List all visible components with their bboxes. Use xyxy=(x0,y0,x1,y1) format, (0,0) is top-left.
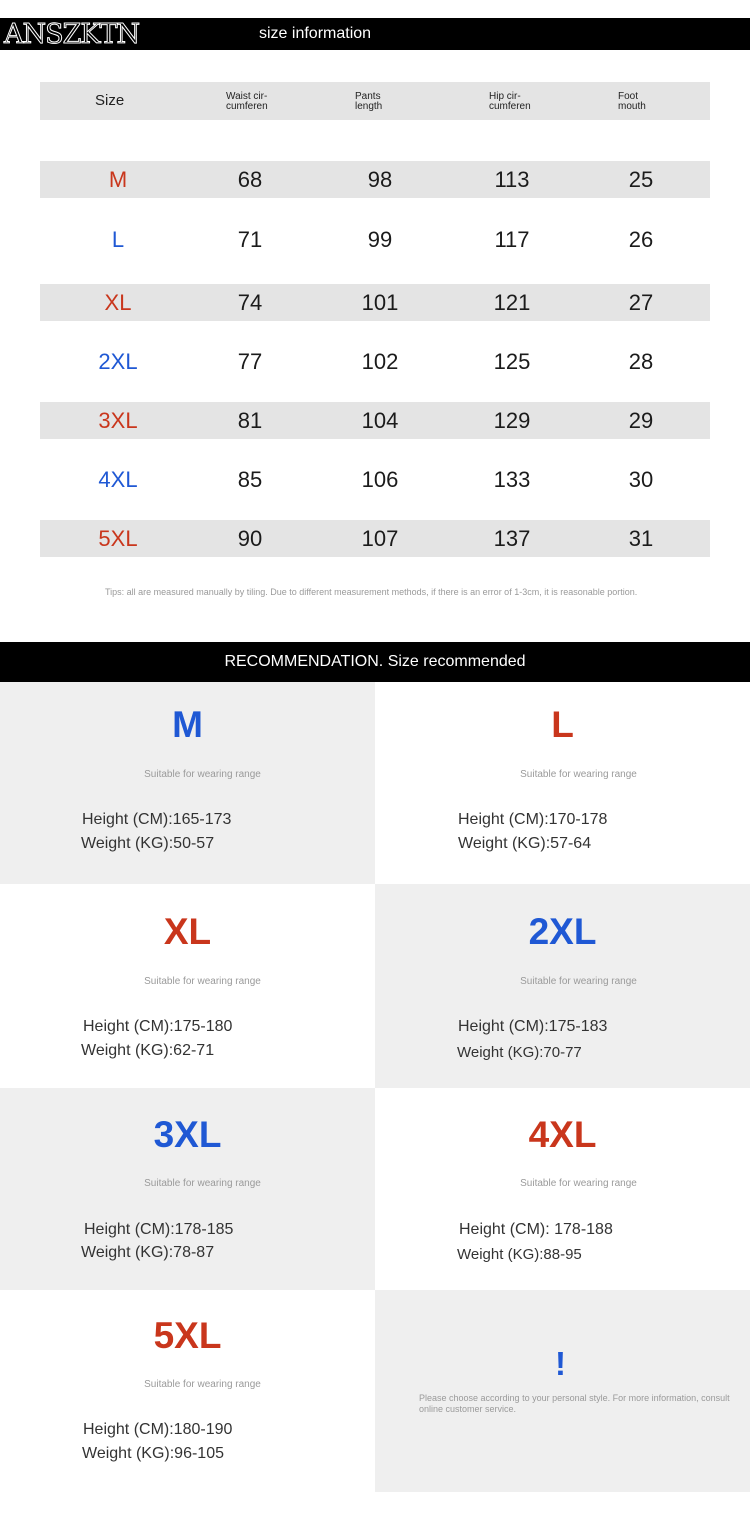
column-header-size: Size xyxy=(95,92,125,109)
card-size-label: XL xyxy=(163,911,212,952)
card-size-label: 4XL xyxy=(528,1114,597,1155)
recommendation-title: RECOMMENDATION. Size recommended xyxy=(224,653,526,670)
column-header-pants: Pants length xyxy=(355,91,383,112)
waist-cell: 68 xyxy=(237,167,263,192)
card-weight-range: Weight (KG):70-77 xyxy=(457,1044,582,1061)
card-caption: Suitable for wearing range xyxy=(144,769,261,780)
foot-mouth-cell: 30 xyxy=(628,467,654,492)
waist-cell: 77 xyxy=(237,349,263,374)
card-weight-range: Weight (KG):78-87 xyxy=(81,1244,215,1261)
foot-mouth-cell: 25 xyxy=(628,167,654,192)
page-title: size information xyxy=(259,25,372,42)
size-card-5xl xyxy=(0,1290,375,1492)
table-row xyxy=(40,343,710,380)
card-weight-range: Weight (KG):57-64 xyxy=(458,835,592,852)
waist-cell: 71 xyxy=(237,227,263,252)
note-card xyxy=(375,1290,750,1492)
table-row xyxy=(40,461,710,498)
card-size-label: 5XL xyxy=(153,1315,222,1356)
waist-cell: 90 xyxy=(237,526,263,551)
card-height-range: Height (CM):178-185 xyxy=(84,1221,234,1238)
pants-length-cell: 104 xyxy=(361,408,399,433)
size-card-m xyxy=(0,682,375,884)
table-header xyxy=(40,82,710,120)
foot-mouth-cell: 29 xyxy=(628,408,654,433)
size-card-xl xyxy=(0,884,375,1088)
column-header-waist: Waist cir- cumferen xyxy=(226,91,268,112)
size-cell: 4XL xyxy=(98,467,138,492)
card-caption: Suitable for wearing range xyxy=(520,1178,637,1189)
card-caption: Suitable for wearing range xyxy=(144,976,261,987)
pants-length-cell: 106 xyxy=(361,467,399,492)
waist-cell: 85 xyxy=(237,467,263,492)
hip-cell: 137 xyxy=(493,526,531,551)
card-height-range: Height (CM):175-183 xyxy=(458,1018,608,1035)
exclamation-icon: ! xyxy=(555,1345,566,1382)
column-header-foot: Foot mouth xyxy=(618,91,646,112)
size-card-l xyxy=(375,682,750,884)
card-weight-range: Weight (KG):96-105 xyxy=(82,1445,224,1462)
hip-cell: 117 xyxy=(494,227,530,252)
hip-cell: 121 xyxy=(493,290,531,315)
card-height-range: Height (CM):165-173 xyxy=(82,811,232,828)
size-cell: M xyxy=(108,167,128,192)
card-height-range: Height (CM):170-178 xyxy=(458,811,608,828)
card-weight-range: Weight (KG):50-57 xyxy=(81,835,215,852)
table-row xyxy=(40,161,710,198)
hip-cell: 113 xyxy=(494,167,530,192)
pants-length-cell: 102 xyxy=(361,349,399,374)
card-caption: Suitable for wearing range xyxy=(520,976,637,987)
card-caption: Suitable for wearing range xyxy=(144,1178,261,1189)
card-height-range: Height (CM):180-190 xyxy=(83,1421,233,1438)
customer-service-note: Please choose according to your personal style. For more information, consult online customer service. xyxy=(419,1393,730,1414)
size-card-2xl xyxy=(375,884,750,1088)
pants-length-cell: 101 xyxy=(361,290,399,315)
hip-cell: 129 xyxy=(493,408,531,433)
size-cell: 2XL xyxy=(98,349,138,374)
card-height-range: Height (CM):175-180 xyxy=(83,1018,233,1035)
foot-mouth-cell: 26 xyxy=(628,227,654,252)
card-height-range: Height (CM): 178-188 xyxy=(459,1221,613,1238)
card-weight-range: Weight (KG):88-95 xyxy=(457,1246,582,1263)
waist-cell: 74 xyxy=(237,290,263,315)
pants-length-cell: 107 xyxy=(361,526,399,551)
column-header-hip: Hip cir- cumferen xyxy=(489,91,531,112)
size-cell: 3XL xyxy=(98,408,138,433)
table-row xyxy=(40,402,710,439)
foot-mouth-cell: 27 xyxy=(628,290,654,315)
size-cell: L xyxy=(111,227,125,252)
foot-mouth-cell: 28 xyxy=(628,349,654,374)
card-size-label: L xyxy=(551,704,574,745)
card-size-label: M xyxy=(172,704,203,745)
card-caption: Suitable for wearing range xyxy=(144,1379,261,1390)
waist-cell: 81 xyxy=(237,408,263,433)
size-cell: XL xyxy=(104,290,132,315)
pants-length-cell: 98 xyxy=(367,167,393,192)
size-card-4xl xyxy=(375,1088,750,1290)
size-cell: 5XL xyxy=(98,526,138,551)
card-weight-range: Weight (KG):62-71 xyxy=(81,1042,215,1059)
table-row xyxy=(40,221,710,258)
card-caption: Suitable for wearing range xyxy=(520,769,637,780)
brand-logo: ANSZKTN xyxy=(4,19,140,50)
size-card-3xl xyxy=(0,1088,375,1290)
table-row xyxy=(40,520,710,557)
table-row xyxy=(40,284,710,321)
pants-length-cell: 99 xyxy=(367,227,393,252)
hip-cell: 133 xyxy=(493,467,531,492)
foot-mouth-cell: 31 xyxy=(628,526,654,551)
hip-cell: 125 xyxy=(493,349,531,374)
card-size-label: 3XL xyxy=(153,1114,222,1155)
card-size-label: 2XL xyxy=(528,911,597,952)
measurement-tips: Tips: all are measured manually by tiling. Due to different measurement methods, if there is an error of 1-3cm, it is reasonable portion. xyxy=(105,587,638,597)
